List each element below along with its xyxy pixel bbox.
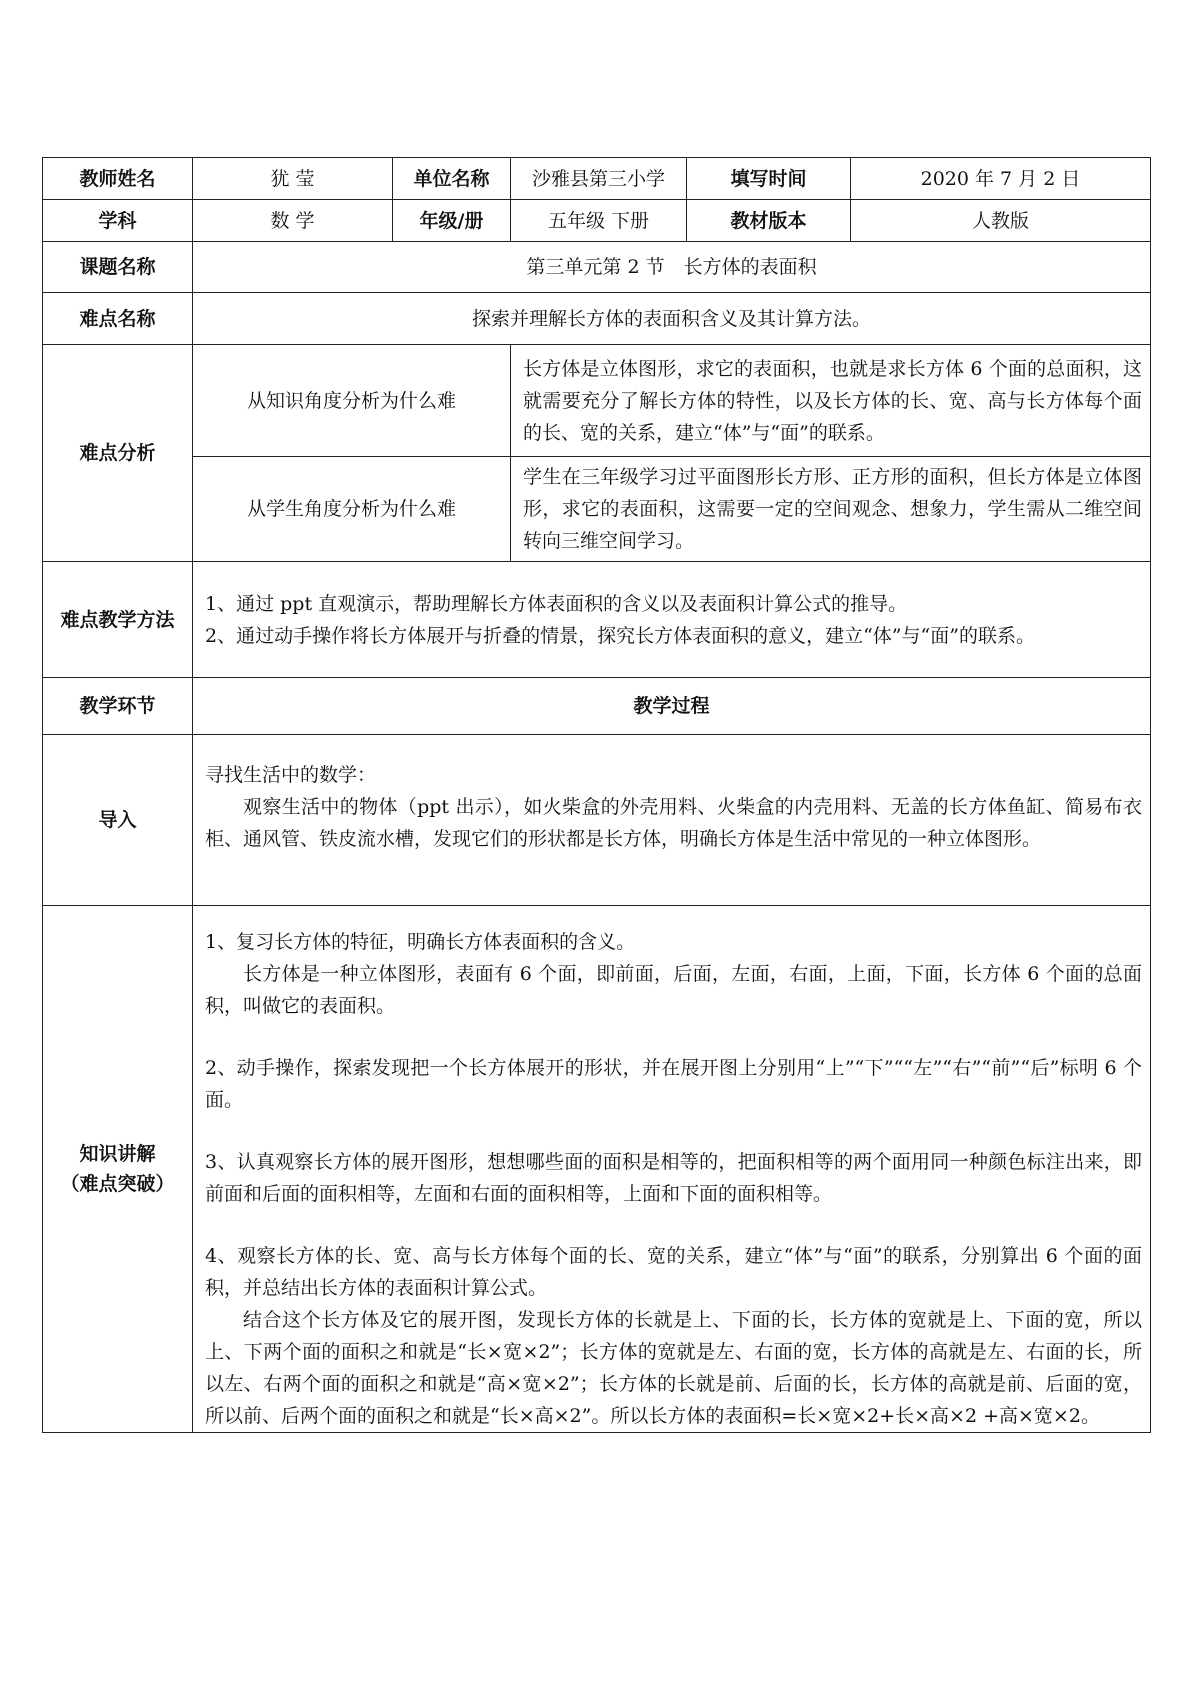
method-item-1: 1、通过 ppt 直观演示，帮助理解长方体表面积的含义以及表面积计算公式的推导。 (205, 592, 908, 615)
student-angle-text: 学生在三年级学习过平面图形长方形、正方形的面积，但长方体是立体图形，求它的表面积，这需要一定的空间观念、想象力，学生需从二维空间转向三维空间学习。 (511, 457, 1151, 562)
intro-line: 寻找生活中的数学： (205, 764, 377, 786)
knowledge-point-4-detail: 结合这个长方体及它的展开图，发现长方体的长就是上、下面的长，长方体的宽就是上、下面的宽，所以上、下两个面的面积之和就是“长×宽×2”；长方体的宽就是左、右面的宽，长方体的高就是左、右面的长，所以左、右两个面的面积之和就是“高×宽×2”；长方体的长就是前、后面的长，长方体的高就是前、后面的宽，所以前、后两个面的面积之和就是“长×高×2”。所以长方体的表面积=长×宽×2+长×高×2 +高×宽×2。 (205, 1309, 1142, 1427)
knowledge-point-1-detail: 长方体是一种立体图形，表面有 6 个面，即前面，后面，左面，右面，上面，下面，长方体 6 个面的总面积，叫做它的表面积。 (205, 963, 1142, 1017)
knowledge-label (43, 906, 193, 1433)
student-angle-label: 从学生角度分析为什么难 (193, 457, 511, 562)
method-label: 难点教学方法 (43, 562, 193, 678)
knowledge-label-line1: 知识讲解 (79, 1143, 156, 1165)
topic-label: 课题名称 (43, 242, 193, 293)
teacher-name-label: 教师姓名 (43, 158, 193, 200)
stage-header: 教学环节 (43, 678, 193, 735)
unit-name-label: 单位名称 (393, 158, 511, 200)
analysis-label: 难点分析 (43, 345, 193, 562)
edition-label: 教材版本 (687, 200, 851, 242)
teacher-name-value: 犹 莹 (193, 158, 393, 200)
unit-name-value: 沙雅县第三小学 (511, 158, 687, 200)
knowledge-angle-label: 从知识角度分析为什么难 (193, 345, 511, 457)
edition-value: 人教版 (851, 200, 1151, 242)
knowledge-point-4: 4、观察长方体的长、宽、高与长方体每个面的长、宽的关系，建立“体”与“面”的联系，分别算出 6 个面的面积，并总结出长方体的表面积计算公式。 (205, 1245, 1142, 1299)
intro-content (193, 735, 1151, 906)
difficulty-label: 难点名称 (43, 293, 193, 345)
subject-label: 学科 (43, 200, 193, 242)
grade-label: 年级/册 (393, 200, 511, 242)
subject-value: 数 学 (193, 200, 393, 242)
lesson-plan-table (42, 157, 1150, 1433)
knowledge-point-1: 1、复习长方体的特征，明确长方体表面积的含义。 (205, 931, 636, 953)
difficulty-value: 探索并理解长方体的表面积含义及其计算方法。 (193, 293, 1151, 345)
fill-date-value: 2020 年 7 月 2 日 (851, 158, 1151, 200)
intro-label: 导入 (43, 735, 193, 906)
grade-value: 五年级 下册 (511, 200, 687, 242)
method-content (193, 562, 1151, 678)
method-item-2: 2、通过动手操作将长方体展开与折叠的情景，探究长方体表面积的意义，建立“体”与“面”的联系。 (205, 624, 1035, 647)
process-header: 教学过程 (193, 678, 1151, 735)
knowledge-content (193, 906, 1151, 1433)
topic-value: 第三单元第 2 节 长方体的表面积 (193, 242, 1151, 293)
fill-date-label: 填写时间 (687, 158, 851, 200)
intro-paragraph: 观察生活中的物体（ppt 出示），如火柴盒的外壳用料、火柴盒的内壳用料、无盖的长方体鱼缸、简易布衣柜、通风管、铁皮流水槽，发现它们的形状都是长方体，明确长方体是生活中常见的一种立体图形。 (205, 796, 1142, 850)
knowledge-point-3: 3、认真观察长方体的展开图形，想想哪些面的面积是相等的，把面积相等的两个面用同一种颜色标注出来，即前面和后面的面积相等，左面和右面的面积相等，上面和下面的面积相等。 (205, 1151, 1142, 1205)
knowledge-label-line2: （难点突破） (60, 1173, 175, 1195)
knowledge-angle-text: 长方体是立体图形，求它的表面积，也就是求长方体 6 个面的总面积，这就需要充分了解长方体的特性，以及长方体的长、宽、高与长方体每个面的长、宽的关系，建立“体”与“面”的联系。 (511, 345, 1151, 457)
knowledge-point-2: 2、动手操作，探索发现把一个长方体展开的形状，并在展开图上分别用“上”“下”““左”“右”“前”“后”标明 6 个面。 (205, 1057, 1142, 1111)
